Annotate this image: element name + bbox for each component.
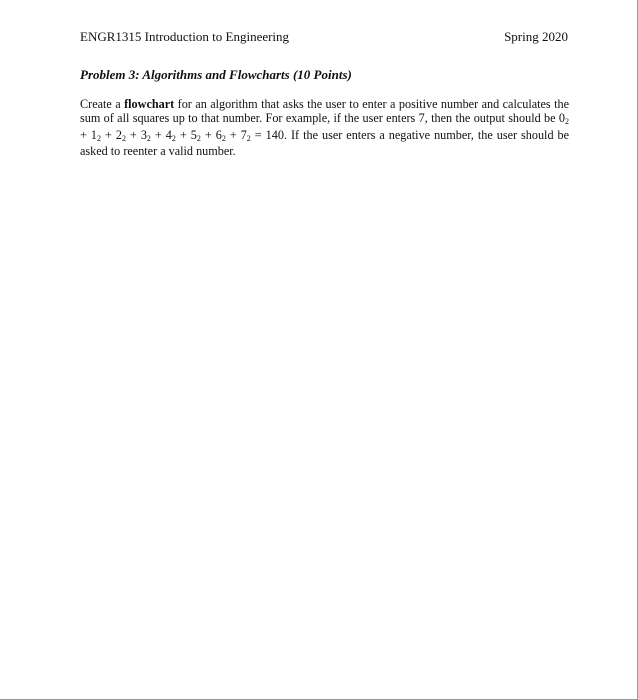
page-header	[80, 29, 568, 45]
term-exponent: 2	[196, 133, 201, 143]
term-label: Spring 2020	[504, 29, 568, 44]
plus-sign: +	[80, 127, 91, 142]
problem-description	[80, 97, 569, 158]
plus-sign: +	[125, 127, 141, 142]
term-base: 7	[240, 127, 247, 142]
square-term	[191, 128, 201, 142]
square-term	[241, 128, 251, 142]
term-exponent: 2	[565, 117, 569, 127]
term-exponent: 2	[96, 133, 101, 143]
term-base: 2	[115, 127, 122, 142]
intro-suffix: for an algorithm that asks the user to enter a positive number and calculates the sum of all squares up to that number. For example, if the user enters 7, then the output should be	[80, 97, 570, 126]
plus-sign: +	[100, 127, 116, 142]
term-exponent: 2	[221, 133, 226, 143]
term-base: 3	[140, 127, 147, 142]
closing-sentence: . If the user enters a negative number, the user should be asked to reenter a valid number.	[80, 127, 570, 158]
term-exponent: 2	[146, 133, 151, 143]
term-base: 4	[165, 127, 172, 142]
plus-sign: +	[150, 127, 166, 142]
problem-title: Problem 3: Algorithms and Flowcharts (10 Points)	[80, 67, 352, 82]
term-base: 5	[190, 127, 197, 142]
term-exponent: 2	[246, 133, 251, 143]
equals-sign: =	[250, 127, 266, 142]
flowchart-keyword: flowchart	[124, 97, 175, 111]
intro-prefix: Create a	[80, 97, 125, 111]
plus-sign: +	[225, 127, 241, 142]
term-exponent: 2	[171, 133, 176, 143]
square-term	[116, 128, 126, 142]
square-term	[166, 128, 176, 142]
term-base: 0	[558, 111, 565, 126]
plus-sign: +	[175, 127, 191, 142]
term-base: 6	[215, 127, 222, 142]
square-term	[91, 128, 101, 142]
square-term	[559, 111, 569, 125]
course-title: ENGR1315 Introduction to Engineering	[80, 29, 290, 44]
equation-result: 140	[265, 127, 284, 142]
square-term	[216, 128, 226, 142]
square-term	[141, 128, 151, 142]
term-exponent: 2	[121, 133, 126, 143]
plus-sign: +	[200, 127, 216, 142]
term-base: 1	[90, 127, 97, 142]
